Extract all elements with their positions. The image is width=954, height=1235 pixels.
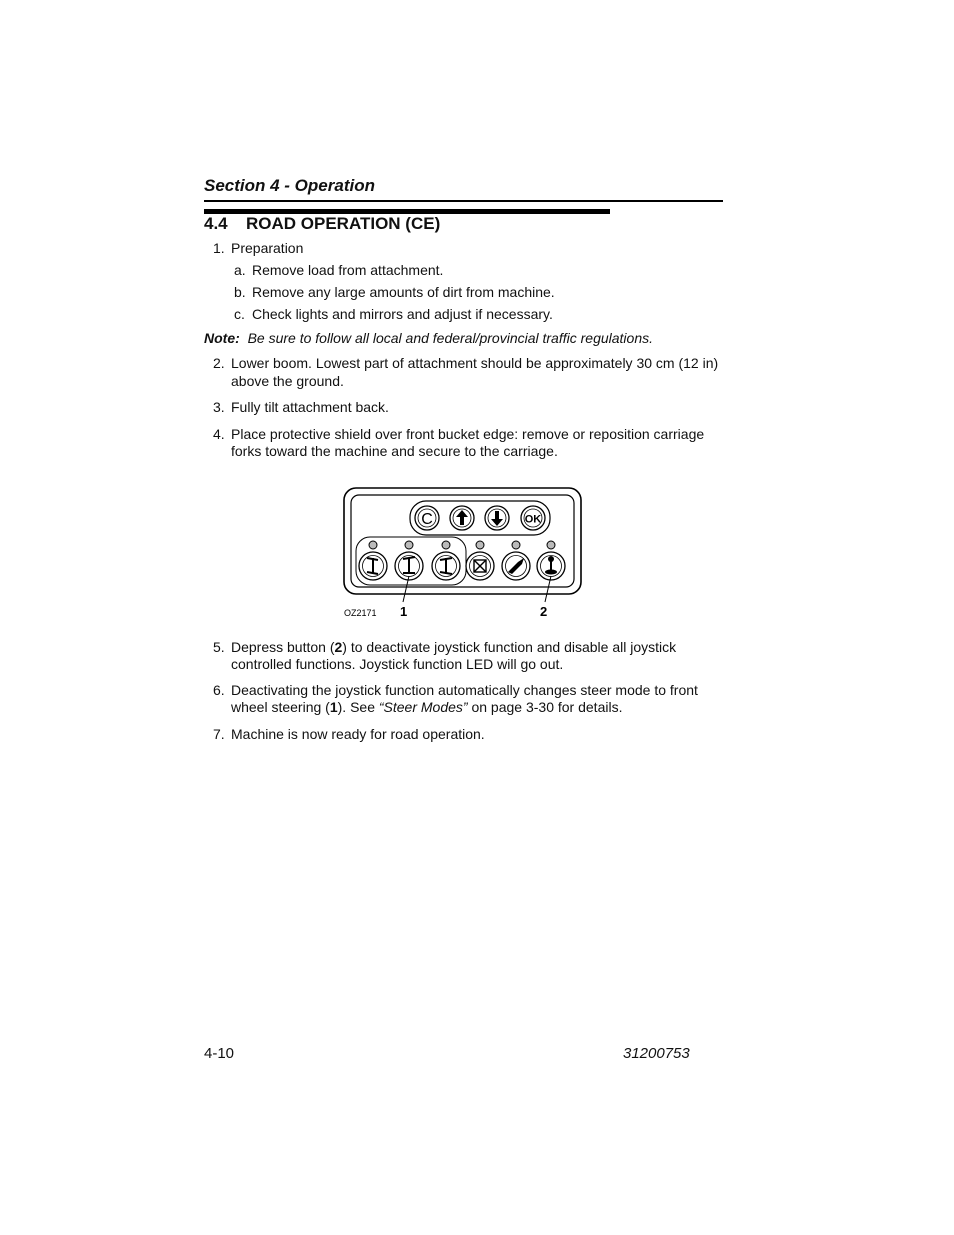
step-text: on page 3-30 for details. bbox=[467, 699, 623, 715]
step-text: Preparation bbox=[231, 240, 304, 256]
step-2 bbox=[213, 355, 718, 372]
step-number: 3. bbox=[213, 399, 225, 415]
disable-button bbox=[466, 552, 494, 580]
step-number: 2. bbox=[213, 355, 225, 371]
step-text-line1: Deactivating the joystick function automatically changes steer mode to front bbox=[231, 682, 698, 698]
step-number: 6. bbox=[213, 682, 225, 698]
substep-a bbox=[234, 262, 443, 279]
step-number: 1. bbox=[213, 240, 225, 256]
step-text-line1: Place protective shield over front bucket edge: remove or reposition carriage bbox=[231, 426, 705, 442]
step-2-cont: above the ground. bbox=[231, 373, 344, 389]
step-text: Fully tilt attachment back. bbox=[231, 399, 389, 415]
led-indicator bbox=[476, 541, 484, 549]
led-indicator bbox=[442, 541, 450, 549]
figure-code: OZ2171 bbox=[344, 608, 377, 618]
heading-title: ROAD OPERATION (CE) bbox=[246, 214, 441, 233]
joystick-button bbox=[537, 552, 565, 580]
document-number: 31200753 bbox=[623, 1045, 690, 1062]
step-3 bbox=[213, 399, 389, 416]
substep-letter: c. bbox=[234, 306, 245, 322]
step-text: wheel steering ( bbox=[231, 699, 330, 715]
step-6-cont bbox=[231, 699, 622, 716]
led-indicator bbox=[405, 541, 413, 549]
substep-text: Remove any large amounts of dirt from machine. bbox=[252, 284, 555, 300]
step-4 bbox=[213, 426, 704, 443]
step-5 bbox=[213, 639, 676, 656]
crab-steer-button bbox=[359, 552, 387, 580]
step-text-line1: Lower boom. Lowest part of attachment should be approximately 30 cm (12 in) bbox=[231, 355, 719, 371]
substep-b bbox=[234, 284, 555, 301]
substep-c bbox=[234, 306, 553, 323]
down-arrow-button bbox=[485, 506, 509, 530]
substep-text: Check lights and mirrors and adjust if necessary. bbox=[252, 306, 553, 322]
section-heading bbox=[204, 214, 440, 234]
callout-2: 2 bbox=[540, 604, 548, 619]
led-indicator bbox=[547, 541, 555, 549]
section-header: Section 4 - Operation bbox=[204, 176, 375, 195]
step-text: ). See bbox=[337, 699, 379, 715]
callout-1: 1 bbox=[400, 604, 408, 619]
cross-reference: “Steer Modes” bbox=[378, 699, 468, 715]
substep-letter: a. bbox=[234, 262, 246, 278]
step-6 bbox=[213, 682, 698, 699]
control-panel-figure bbox=[340, 484, 585, 624]
led-indicator bbox=[369, 541, 377, 549]
step-number: 5. bbox=[213, 639, 225, 655]
step-text: Depress button ( bbox=[231, 639, 335, 655]
header-rule bbox=[204, 200, 723, 202]
step-ref: 2 bbox=[334, 639, 343, 655]
up-arrow-button bbox=[450, 506, 474, 530]
step-1 bbox=[213, 240, 303, 257]
step-number: 7. bbox=[213, 726, 225, 742]
page-number: 4-10 bbox=[204, 1045, 235, 1062]
substep-letter: b. bbox=[234, 284, 246, 300]
step-4-cont: forks toward the machine and secure to the carriage. bbox=[231, 443, 558, 459]
disable-icon bbox=[474, 560, 486, 572]
step-text: Machine is now ready for road operation. bbox=[231, 726, 485, 742]
led-indicator bbox=[512, 541, 520, 549]
heading-number: 4.4 bbox=[204, 214, 228, 233]
step-7 bbox=[213, 726, 485, 743]
attachment-button bbox=[502, 552, 530, 580]
ok-button bbox=[521, 506, 545, 530]
step-ref: 1 bbox=[329, 699, 338, 715]
substep-text: Remove load from attachment. bbox=[252, 262, 444, 278]
clear-button-label: C bbox=[421, 511, 433, 528]
step-number: 4. bbox=[213, 426, 225, 442]
step-text: ) to deactivate joystick function and disable all joystick bbox=[342, 639, 677, 655]
clear-button bbox=[415, 506, 439, 530]
note-label: Note: bbox=[204, 330, 240, 346]
note bbox=[204, 330, 653, 347]
four-wheel-steer-button bbox=[432, 552, 460, 580]
ok-button-label: OK bbox=[524, 513, 542, 526]
front-wheel-steer-button bbox=[395, 552, 423, 580]
step-5-cont: controlled functions. Joystick function LED will go out. bbox=[231, 656, 564, 672]
note-text: Be sure to follow all local and federal/provincial traffic regulations. bbox=[247, 330, 653, 346]
